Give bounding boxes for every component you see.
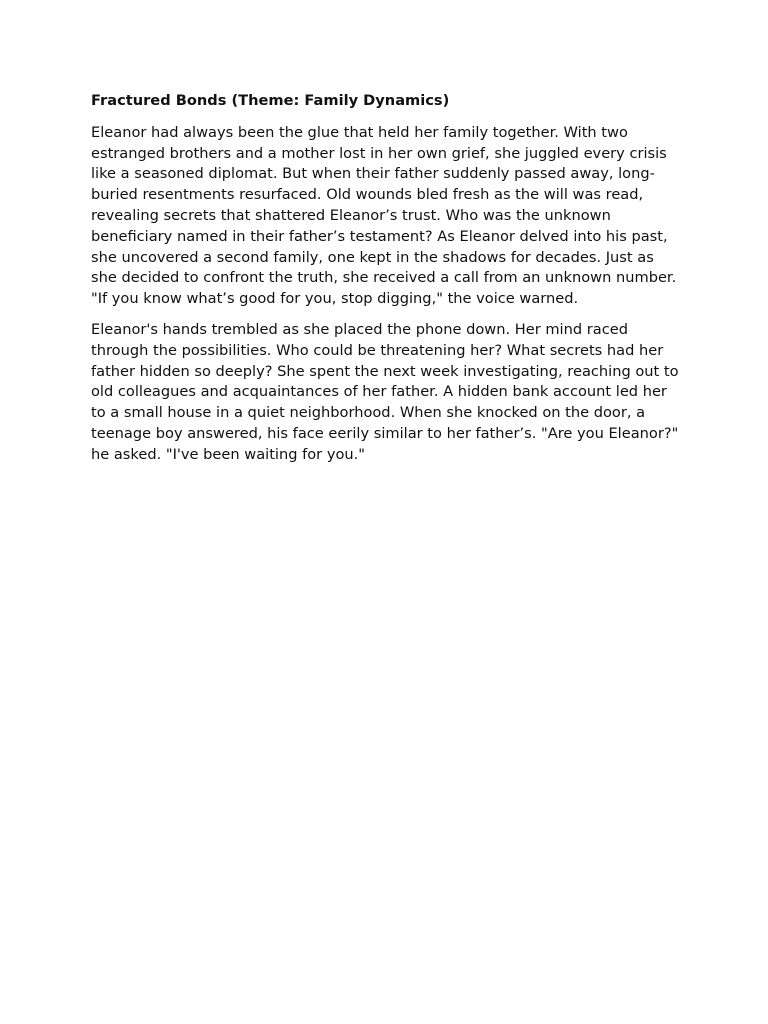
document-page xyxy=(91,91,683,476)
paragraph-2: Eleanor's hands trembled as she placed the phone down. Her mind raced through the possibilities. Who could be threatening her? What secrets had her father hidden so deeply? She spent the next week investigating, reaching out to old colleagues and acquaintances of her father. A hidden bank account led her to a small house in a quiet neighborhood. When she knocked on the door, a teenage boy answered, his face eerily similar to her father’s. "Are you Eleanor?" he asked. "I've been waiting for you." xyxy=(91,320,679,463)
paragraph-1: Eleanor had always been the glue that held her family together. With two estranged brothers and a mother lost in her own grief, she juggled every crisis like a seasoned diplomat. But when their father suddenly passed away, long-buried resentments resurfaced. Old wounds bled fresh as the will was read, revealing secrets that shattered Eleanor’s trust. Who was the unknown beneficiary named in their father’s testament? As Eleanor delved into his past, she uncovered a second family, one kept in the shadows for decades. Just as she decided to confront the truth, she received a call from an unknown number. "If you know what’s good for you, stop digging," the voice warned. xyxy=(91,123,677,308)
document-title: Fractured Bonds (Theme: Family Dynamics) xyxy=(91,92,450,109)
